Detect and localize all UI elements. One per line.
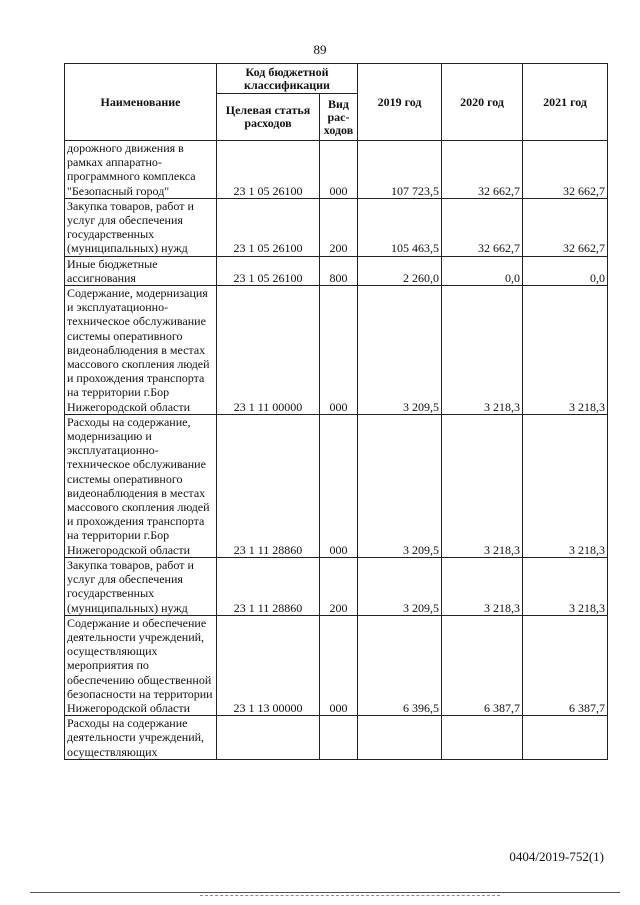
table-row bbox=[65, 198, 608, 256]
header-expense-type: Вид рас-ходов bbox=[320, 94, 358, 141]
row-name: Расходы на содержание деятельности учреждений, осуществляющих bbox=[65, 716, 217, 760]
row-2019: 3 209,5 bbox=[358, 557, 442, 615]
row-name: Содержание и обеспечение деятельности учреждений, осуществляющих мероприятия по обеспечению общественной безопасности на территории Нижегородской области bbox=[65, 615, 217, 715]
header-target-article: Целевая статья расходов bbox=[217, 94, 320, 141]
row-2020: 3 218,3 bbox=[442, 414, 523, 557]
table-row bbox=[65, 716, 608, 760]
row-2020 bbox=[442, 716, 523, 760]
row-2019: 6 396,5 bbox=[358, 615, 442, 715]
row-code: 23 1 11 28860 bbox=[217, 557, 320, 615]
row-2020: 6 387,7 bbox=[442, 615, 523, 715]
page-number: 89 bbox=[313, 42, 327, 57]
row-code: 23 1 11 00000 bbox=[217, 286, 320, 415]
row-code: 23 1 05 26100 bbox=[217, 141, 320, 199]
table-row bbox=[65, 414, 608, 557]
row-expense-type: 200 bbox=[320, 198, 358, 256]
row-code: 23 1 11 28860 bbox=[217, 414, 320, 557]
document-code: 0404/2019-752(1) bbox=[509, 849, 604, 864]
row-2019: 107 723,5 bbox=[358, 141, 442, 199]
header-budget-code: Код бюджетной классификации bbox=[217, 64, 358, 94]
row-2021: 3 218,3 bbox=[523, 286, 608, 415]
table-row bbox=[65, 256, 608, 285]
row-name: Расходы на содержание, модернизацию и эксплуатационно-техническое обслуживание системы оперативного видеонаблюдения в местах массового скопления людей и прохождения транспорта на территории г.Бор Нижегородской области bbox=[65, 414, 217, 557]
bottom-rule-dashed bbox=[200, 895, 500, 896]
budget-table bbox=[64, 63, 608, 760]
row-code bbox=[217, 716, 320, 760]
row-expense-type: 200 bbox=[320, 557, 358, 615]
row-expense-type: 000 bbox=[320, 615, 358, 715]
row-name: Закупка товаров, работ и услуг для обеспечения государственных (муниципальных) нужд bbox=[65, 557, 217, 615]
row-2019 bbox=[358, 716, 442, 760]
row-name: дорожного движения в рамках аппаратно-программного комплекса "Безопасный город" bbox=[65, 141, 217, 199]
row-code: 23 1 13 00000 bbox=[217, 615, 320, 715]
row-2020: 32 662,7 bbox=[442, 198, 523, 256]
row-2021: 6 387,7 bbox=[523, 615, 608, 715]
header-name: Наименование bbox=[65, 64, 217, 141]
header-2021: 2021 год bbox=[523, 64, 608, 141]
row-name: Закупка товаров, работ и услуг для обеспечения государственных (муниципальных) нужд bbox=[65, 198, 217, 256]
header-row-top bbox=[65, 64, 608, 94]
row-expense-type: 800 bbox=[320, 256, 358, 285]
row-2020: 3 218,3 bbox=[442, 557, 523, 615]
row-2019: 105 463,5 bbox=[358, 198, 442, 256]
row-2021: 3 218,3 bbox=[523, 557, 608, 615]
row-expense-type: 000 bbox=[320, 141, 358, 199]
row-expense-type: 000 bbox=[320, 414, 358, 557]
row-2019: 3 209,5 bbox=[358, 414, 442, 557]
row-2021: 3 218,3 bbox=[523, 414, 608, 557]
table-row bbox=[65, 557, 608, 615]
row-code: 23 1 05 26100 bbox=[217, 256, 320, 285]
row-2021: 32 662,7 bbox=[523, 141, 608, 199]
row-2021: 0,0 bbox=[523, 256, 608, 285]
row-expense-type bbox=[320, 716, 358, 760]
row-name: Содержание, модернизация и эксплуатационно-техническое обслуживание системы оперативного видеонаблюдения в местах массового скопления людей и прохождения транспорта на территории г.Бор Нижегородской области bbox=[65, 286, 217, 415]
row-name: Иные бюджетные ассигнования bbox=[65, 256, 217, 285]
table-row bbox=[65, 141, 608, 199]
table-row bbox=[65, 286, 608, 415]
row-2021: 32 662,7 bbox=[523, 198, 608, 256]
row-expense-type: 000 bbox=[320, 286, 358, 415]
row-2019: 3 209,5 bbox=[358, 286, 442, 415]
table-row bbox=[65, 615, 608, 715]
row-2019: 2 260,0 bbox=[358, 256, 442, 285]
header-2020: 2020 год bbox=[442, 64, 523, 141]
row-2020: 0,0 bbox=[442, 256, 523, 285]
row-2021 bbox=[523, 716, 608, 760]
row-2020: 32 662,7 bbox=[442, 141, 523, 199]
bottom-rule bbox=[30, 892, 620, 893]
row-code: 23 1 05 26100 bbox=[217, 198, 320, 256]
row-2020: 3 218,3 bbox=[442, 286, 523, 415]
header-2019: 2019 год bbox=[358, 64, 442, 141]
